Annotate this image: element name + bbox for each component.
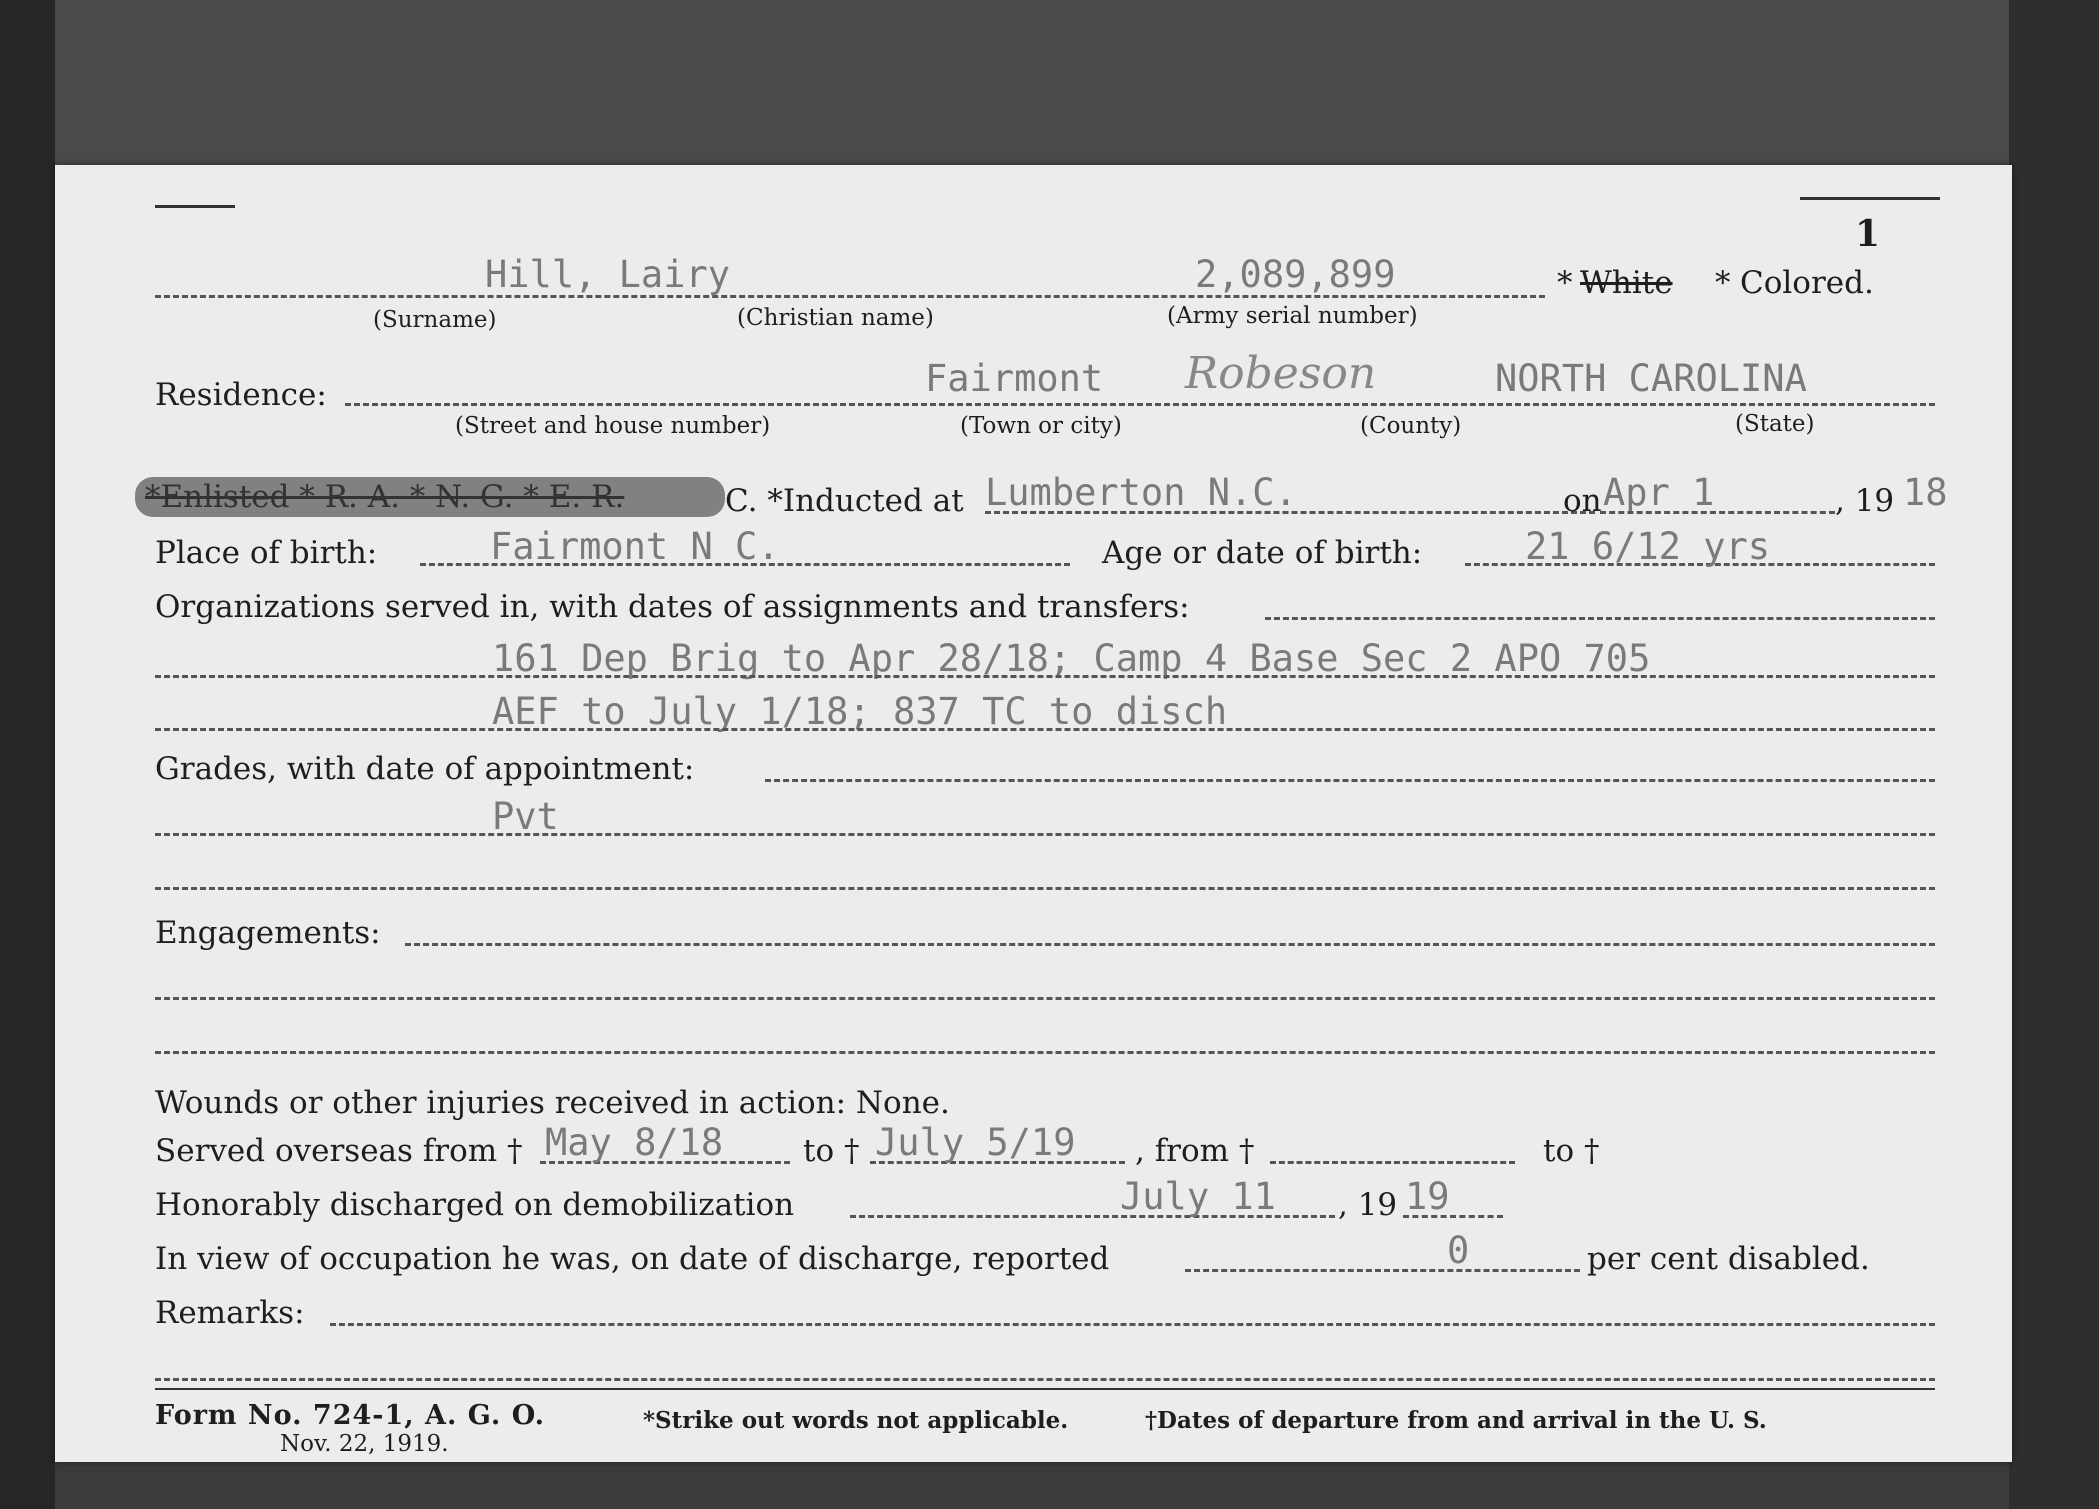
form-date: Nov. 22, 1919. [280, 1431, 449, 1457]
wounds-label: Wounds or other injuries received in action: None. [155, 1085, 950, 1121]
grades-line-1 [155, 833, 1935, 836]
grades-line-0 [765, 779, 1935, 782]
enlisted-options: *Enlisted * R. A. * N. G. * E. R. [145, 479, 625, 515]
remarks-label: Remarks: [155, 1295, 305, 1331]
orgs-line-2-value: AEF to July 1/18; 837 TC to disch [492, 690, 1228, 733]
strike-note: *Strike out words not applicable. [643, 1407, 1069, 1434]
discharge-year: 19 [1405, 1175, 1450, 1218]
occupation-label: In view of occupation he was, on date of discharge, reported [155, 1241, 1110, 1277]
discharge-date: July 11 [1120, 1175, 1276, 1218]
overseas-label: Served overseas from † [155, 1133, 523, 1169]
residence-label: Residence: [155, 377, 327, 413]
overseas-to-label: to † [803, 1133, 860, 1169]
card-number: 1 [1855, 213, 1881, 255]
disabled-value: 0 [1447, 1229, 1470, 1272]
disabled-label: per cent disabled. [1587, 1241, 1870, 1277]
age-value: 21 6/12 yrs [1525, 525, 1771, 568]
service-record-card [55, 165, 2012, 1462]
inducted-date: Apr 1 [1603, 471, 1715, 514]
grades-label: Grades, with date of appointment: [155, 751, 695, 787]
overseas-to-date: July 5/19 [875, 1121, 1076, 1164]
background-right [2009, 0, 2099, 1509]
dates-note: †Dates of departure from and arrival in the U. S. [1145, 1407, 1767, 1434]
name-value: Hill, Lairy [485, 253, 731, 296]
footer-rule [155, 1388, 1935, 1390]
remarks-line-0 [330, 1323, 1935, 1326]
serial-number-label: (Army serial number) [1167, 303, 1418, 329]
grades-line-2 [155, 887, 1935, 890]
remarks-line-1 [155, 1378, 1935, 1381]
disabled-line [1185, 1269, 1580, 1272]
town-value: Fairmont [925, 357, 1104, 400]
inducted-year: 18 [1903, 471, 1948, 514]
discharge-label: Honorably discharged on demobilization [155, 1187, 795, 1223]
on-label: on [1563, 483, 1602, 519]
serial-value: 2,089,899 [1195, 253, 1396, 296]
overseas-from2-line [1270, 1161, 1515, 1164]
orgs-line-1-value: 161 Dep Brig to Apr 28/18; Camp 4 Base Sec 2 APO 705 [492, 637, 1651, 680]
discharge-year-prefix: , 19 [1338, 1187, 1398, 1223]
corner-rule-right [1800, 197, 1940, 200]
race-colored: Colored. [1740, 265, 1874, 301]
grades-value: Pvt [492, 795, 559, 838]
inducted-year-prefix: , 19 [1835, 483, 1895, 519]
christian-name-label: (Christian name) [737, 305, 934, 331]
overseas-from2-label: , from † [1135, 1133, 1255, 1169]
town-label: (Town or city) [960, 413, 1122, 439]
birthplace-value: Fairmont N C. [490, 525, 780, 568]
engagements-label: Engagements: [155, 915, 381, 951]
overseas-from-date: May 8/18 [545, 1121, 724, 1164]
street-label: (Street and house number) [455, 413, 771, 439]
orgs-label: Organizations served in, with dates of assignments and transfers: [155, 589, 1190, 625]
race-white: White [1580, 265, 1673, 301]
inducted-place: Lumberton N.C. [985, 471, 1297, 514]
discharge-year-line [1403, 1215, 1503, 1218]
race-asterisk: * [1557, 265, 1573, 301]
residence-line [345, 403, 1935, 406]
background-top [0, 0, 2099, 172]
county-value: Robeson [1185, 348, 1377, 399]
background-left [0, 0, 55, 1509]
overseas-to2-label: to † [1543, 1133, 1600, 1169]
orgs-line-0 [1265, 617, 1935, 620]
race-asterisk-2: * [1715, 265, 1731, 301]
orgs-line-1 [155, 675, 1935, 678]
engagements-line-0 [405, 943, 1935, 946]
corner-rule-left [155, 205, 235, 208]
inducted-line [985, 511, 1595, 514]
state-value: NORTH CAROLINA [1495, 357, 1807, 400]
engagements-line-1 [155, 997, 1935, 1000]
state-label: (State) [1735, 411, 1815, 437]
inducted-label: C. *Inducted at [725, 483, 964, 519]
orgs-line-2 [155, 728, 1935, 731]
engagements-line-2 [155, 1051, 1935, 1054]
birthplace-label: Place of birth: [155, 535, 378, 571]
form-number: Form No. 724-1, A. G. O. [155, 1400, 546, 1431]
age-label: Age or date of birth: [1102, 535, 1423, 571]
inducted-date-line [1600, 511, 1835, 514]
county-label: (County) [1360, 413, 1462, 439]
surname-label: (Surname) [373, 307, 497, 333]
